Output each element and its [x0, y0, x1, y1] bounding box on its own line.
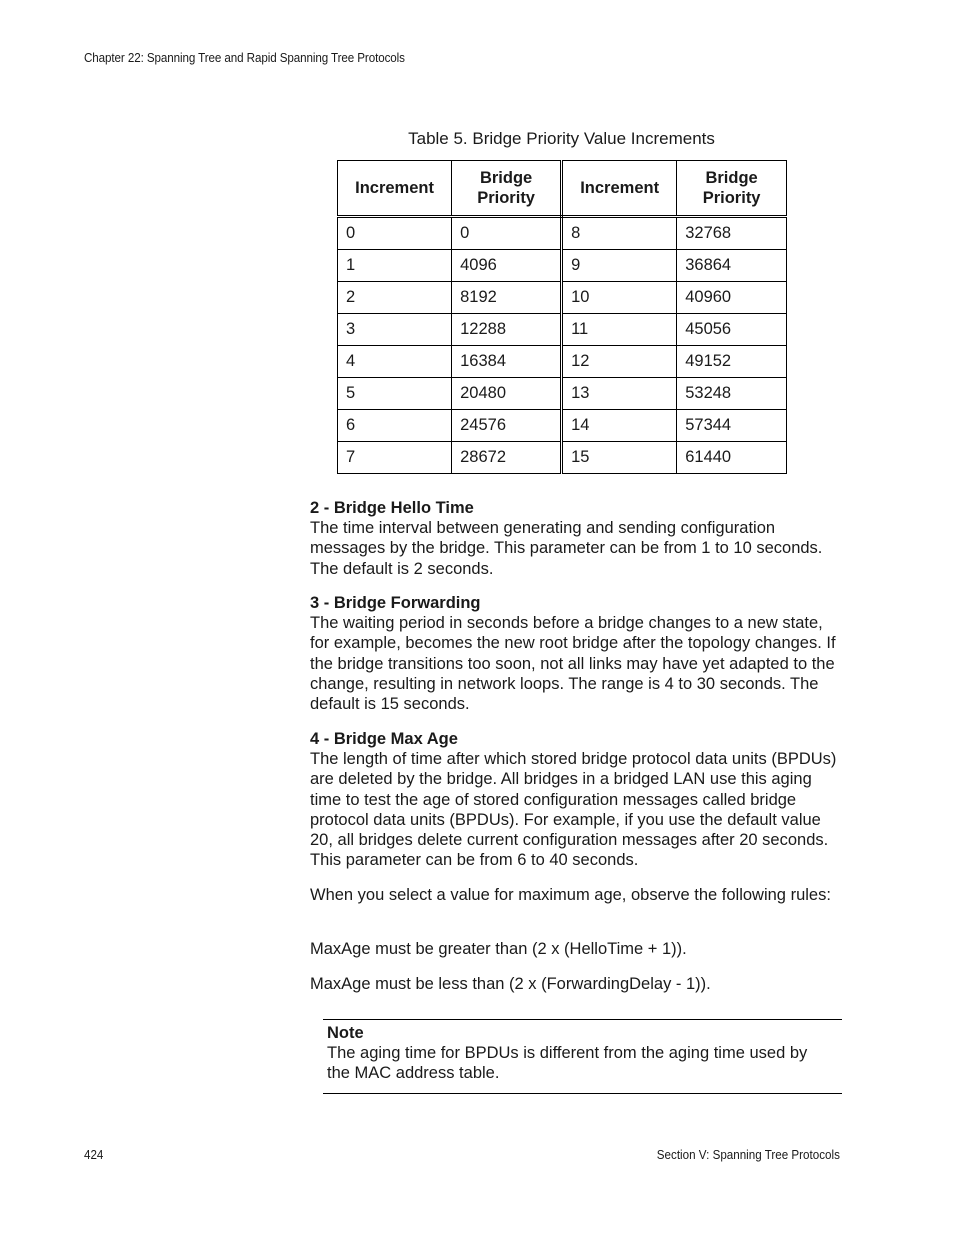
table-cell: 28672: [452, 442, 562, 474]
table-row: [338, 378, 787, 410]
table-row: [338, 282, 787, 314]
rules-intro: When you select a value for maximum age, observe the following rules:: [310, 886, 831, 904]
table-cell: 20480: [452, 378, 562, 410]
rule-min-max-age: MaxAge must be greater than (2 x (HelloTime + 1)).: [310, 940, 687, 958]
table-cell: 6: [338, 410, 452, 442]
table-cell: 14: [562, 410, 677, 442]
table-cell: 13: [562, 378, 677, 410]
header-bridge-priority-1: Bridge Priority: [452, 161, 562, 217]
table-cell: 5: [338, 378, 452, 410]
table-cell: 4096: [452, 250, 562, 282]
table-cell: 9: [562, 250, 677, 282]
table-cell: 0: [452, 217, 562, 250]
table-cell: 10: [562, 282, 677, 314]
table-cell: 15: [562, 442, 677, 474]
section-title: 3 - Bridge Forwarding: [310, 594, 481, 612]
table-cell: 40960: [677, 282, 787, 314]
page-number: 424: [84, 1148, 104, 1162]
table-cell: 7: [338, 442, 452, 474]
table-cell: 24576: [452, 410, 562, 442]
table-row: [338, 410, 787, 442]
rule-max-max-age: MaxAge must be less than (2 x (ForwardingDelay - 1)).: [310, 975, 711, 993]
table-cell: 12: [562, 346, 677, 378]
table-row: [338, 250, 787, 282]
footer-section: Section V: Spanning Tree Protocols: [656, 1148, 840, 1162]
table-cell: 61440: [677, 442, 787, 474]
note-title: Note: [327, 1024, 364, 1042]
table-cell: 2: [338, 282, 452, 314]
header-bridge-priority-2: Bridge Priority: [677, 161, 787, 217]
note-box: [323, 1019, 842, 1094]
running-header: Chapter 22: Spanning Tree and Rapid Spanning Tree Protocols: [84, 51, 405, 65]
table-cell: 49152: [677, 346, 787, 378]
header-increment-1: Increment: [338, 161, 452, 217]
section-body: The time interval between generating and sending configuration messages by the bridge. This parameter can be from 1 to 10 seconds. The default is 2 seconds.: [310, 519, 823, 578]
section-body: The length of time after which stored bridge protocol data units (BPDUs) are deleted by the bridge. All bridges in a bridged LAN use this aging time to test the age of stored configuration messages called bridge protocol data units (BPDUs). For example, if you use the default value 20, all bridges delete current configuration messages after 20 seconds. This parameter can be from 6 to 40 seconds.: [310, 750, 837, 870]
section-forwarding: [310, 593, 845, 714]
table-row: [338, 442, 787, 474]
table-cell: 32768: [677, 217, 787, 250]
table-row: [338, 314, 787, 346]
table-cell: 53248: [677, 378, 787, 410]
table-cell: 12288: [452, 314, 562, 346]
table-cell: 3: [338, 314, 452, 346]
section-hello-time: [310, 498, 845, 579]
table-cell: 0: [338, 217, 452, 250]
table-cell: 36864: [677, 250, 787, 282]
table-row: [338, 346, 787, 378]
table-row: [338, 217, 787, 250]
table-cell: 8: [562, 217, 677, 250]
table-cell: 45056: [677, 314, 787, 346]
bridge-priority-table: [337, 160, 787, 474]
table-cell: 8192: [452, 282, 562, 314]
section-title: 4 - Bridge Max Age: [310, 730, 458, 748]
table-header-row: [338, 161, 787, 217]
table-cell: 1: [338, 250, 452, 282]
header-increment-2: Increment: [562, 161, 677, 217]
table-cell: 4: [338, 346, 452, 378]
section-title: 2 - Bridge Hello Time: [310, 499, 474, 517]
table-caption: Table 5. Bridge Priority Value Increments: [408, 129, 715, 148]
note-body: The aging time for BPDUs is different from the aging time used by the MAC address table.: [327, 1044, 808, 1083]
table-cell: 11: [562, 314, 677, 346]
table-cell: 16384: [452, 346, 562, 378]
table-cell: 57344: [677, 410, 787, 442]
section-body: The waiting period in seconds before a bridge changes to a new state, for example, becomes the new root bridge after the topology changes. If the bridge transitions too soon, not all links may have yet adapted to the change, resulting in network loops. The range is 4 to 30 seconds. The default is 15 seconds.: [310, 614, 836, 714]
section-max-age: [310, 729, 845, 870]
